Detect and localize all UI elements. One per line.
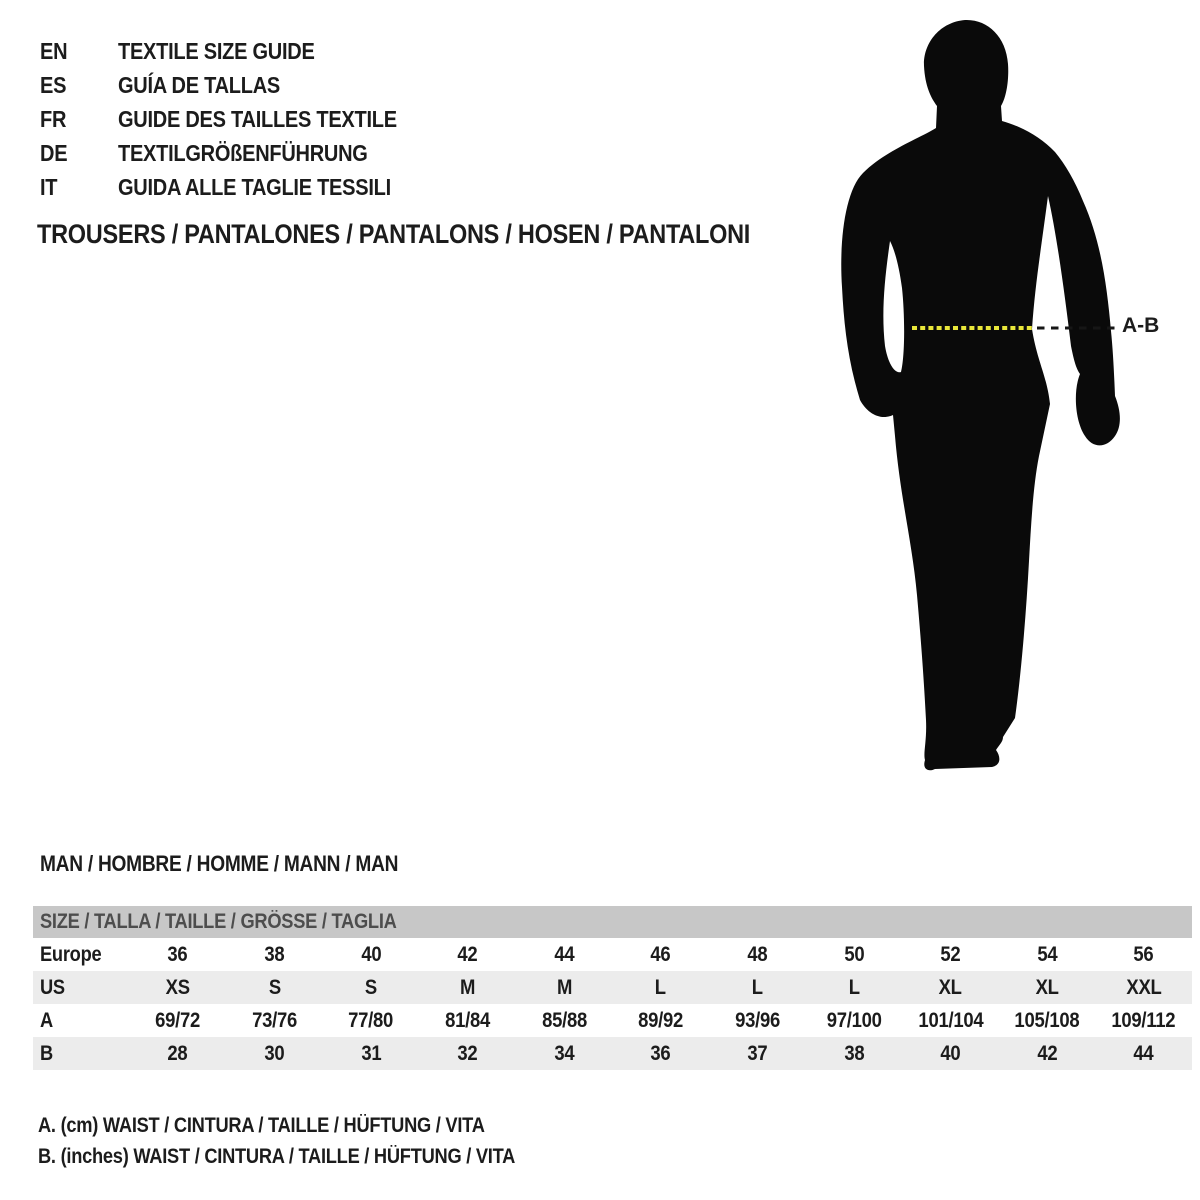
size-value: 73/76	[251, 1008, 297, 1032]
size-value-cell	[999, 1037, 1096, 1070]
size-value: L	[751, 975, 763, 999]
language-title: GUIDE DES TAILLES TEXTILE	[118, 106, 397, 132]
size-value: 38	[843, 1041, 864, 1065]
size-row-label: US	[40, 975, 65, 999]
size-row-label-cell	[33, 971, 130, 1004]
size-row-label-cell	[33, 938, 130, 971]
language-row	[40, 102, 439, 136]
size-table-row-b	[33, 1037, 1192, 1070]
size-value: 52	[940, 942, 961, 966]
size-value: 69/72	[155, 1008, 201, 1032]
size-value-cell	[806, 938, 903, 971]
language-title: TEXTILGRÖßENFÜHRUNG	[118, 140, 368, 166]
size-value-cell	[130, 1037, 227, 1070]
size-value: XXL	[1126, 975, 1162, 999]
size-value-cell	[419, 1004, 516, 1037]
size-value: XL	[1035, 975, 1059, 999]
size-value: L	[848, 975, 860, 999]
size-value: M	[460, 975, 476, 999]
size-value: 81/84	[445, 1008, 491, 1032]
language-code: DE	[40, 140, 68, 166]
size-value-cell	[806, 1004, 903, 1037]
size-value: 46	[650, 942, 671, 966]
language-title: GUÍA DE TALLAS	[118, 72, 280, 98]
size-value: 42	[457, 942, 478, 966]
size-row-label: Europe	[40, 942, 102, 966]
measurement-notes	[38, 1110, 586, 1172]
language-code: EN	[40, 38, 68, 64]
size-value-cell	[516, 1037, 613, 1070]
size-value: 54	[1037, 942, 1058, 966]
language-code: FR	[40, 106, 67, 132]
size-value-cell	[130, 938, 227, 971]
note-line	[38, 1110, 586, 1141]
size-value-cell	[323, 971, 420, 1004]
section-heading	[40, 851, 452, 877]
size-value-cell	[612, 938, 709, 971]
size-value: 89/92	[638, 1008, 684, 1032]
size-value-cell	[130, 971, 227, 1004]
language-title: GUIDA ALLE TAGLIE TESSILI	[118, 174, 391, 200]
size-value: 34	[554, 1041, 575, 1065]
size-value: 85/88	[541, 1008, 587, 1032]
size-value: 105/108	[1014, 1008, 1080, 1032]
man-silhouette-path	[841, 20, 1120, 770]
size-value-cell	[226, 938, 323, 971]
size-value: 93/96	[734, 1008, 780, 1032]
size-value: 97/100	[826, 1008, 882, 1032]
size-value-cell	[516, 1004, 613, 1037]
note-a-text: A. (cm) WAIST / CINTURA / TAILLE / HÜFTUNG / VITA	[38, 1114, 485, 1137]
note-b-text: B. (inches) WAIST / CINTURA / TAILLE / HÜFTUNG / VITA	[38, 1145, 516, 1168]
size-table	[33, 906, 1192, 1070]
language-row	[40, 170, 439, 204]
product-heading	[37, 219, 857, 249]
size-value: L	[655, 975, 667, 999]
size-value: 36	[167, 942, 188, 966]
size-value: 32	[457, 1041, 478, 1065]
size-value-cell	[226, 1037, 323, 1070]
language-title: TEXTILE SIZE GUIDE	[118, 38, 315, 64]
size-value-cell	[516, 971, 613, 1004]
size-value-cell	[902, 1037, 999, 1070]
size-value: 48	[747, 942, 768, 966]
size-value-cell	[999, 938, 1096, 971]
size-value-cell	[612, 1037, 709, 1070]
size-value-cell	[709, 971, 806, 1004]
section-heading-text: MAN / HOMBRE / HOMME / MANN / MAN	[40, 851, 399, 876]
size-row-label: B	[40, 1041, 53, 1065]
size-value: 40	[361, 942, 382, 966]
size-value: 36	[650, 1041, 671, 1065]
size-value-cell	[902, 971, 999, 1004]
size-value-cell	[323, 1037, 420, 1070]
size-table-body	[33, 938, 1192, 1070]
note-line	[38, 1141, 586, 1172]
size-value-cell	[419, 971, 516, 1004]
size-table-head	[33, 906, 1192, 938]
size-value: 38	[264, 942, 285, 966]
size-value: 30	[264, 1041, 285, 1065]
size-value-cell	[999, 1004, 1096, 1037]
man-silhouette	[835, 15, 1125, 775]
size-value: S	[364, 975, 378, 999]
size-table-header-cell	[33, 906, 1192, 938]
size-value-cell	[1095, 938, 1192, 971]
size-value-cell	[1095, 1037, 1192, 1070]
language-row	[40, 68, 439, 102]
size-value: 31	[361, 1041, 382, 1065]
size-value-cell	[419, 1037, 516, 1070]
size-value: 56	[1133, 942, 1154, 966]
size-value-cell	[999, 971, 1096, 1004]
product-heading-text: TROUSERS / PANTALONES / PANTALONS / HOSEN / PANTALONI	[37, 219, 751, 249]
size-value: 42	[1037, 1041, 1058, 1065]
size-table-header-row	[33, 906, 1192, 938]
size-value-cell	[1095, 971, 1192, 1004]
size-value-cell	[323, 1004, 420, 1037]
size-value-cell	[612, 1004, 709, 1037]
waist-measure-label: A-B	[1122, 314, 1160, 337]
size-value-cell	[323, 938, 420, 971]
size-value: M	[556, 975, 572, 999]
size-value-cell	[226, 1004, 323, 1037]
size-value-cell	[902, 938, 999, 971]
size-value: 50	[843, 942, 864, 966]
size-value-cell	[130, 1004, 227, 1037]
size-value: 28	[167, 1041, 188, 1065]
size-row-label-cell	[33, 1037, 130, 1070]
size-value: 109/112	[1111, 1008, 1176, 1032]
size-value-cell	[1095, 1004, 1192, 1037]
size-value-cell	[419, 938, 516, 971]
size-table-header-text: SIZE / TALLA / TAILLE / GRÖSSE / TAGLIA	[40, 910, 397, 933]
size-value: 101/104	[918, 1008, 983, 1032]
size-table-row-europe	[33, 938, 1192, 971]
size-value-cell	[516, 938, 613, 971]
size-value-cell	[709, 938, 806, 971]
language-code: IT	[40, 174, 58, 200]
size-value: 40	[940, 1041, 961, 1065]
size-value-cell	[612, 971, 709, 1004]
size-value: 44	[1133, 1041, 1154, 1065]
language-code: ES	[40, 72, 67, 98]
size-value: 44	[554, 942, 575, 966]
language-row	[40, 34, 439, 68]
language-list	[40, 34, 439, 204]
size-value-cell	[226, 971, 323, 1004]
size-value-cell	[902, 1004, 999, 1037]
size-value-cell	[709, 1037, 806, 1070]
size-value: XL	[938, 975, 963, 999]
language-row	[40, 136, 439, 170]
size-value: S	[268, 975, 281, 999]
size-value-cell	[806, 1037, 903, 1070]
size-value: 77/80	[348, 1008, 394, 1032]
size-row-label: A	[40, 1008, 53, 1032]
size-value-cell	[709, 1004, 806, 1037]
size-table-row-a	[33, 1004, 1192, 1037]
size-table-row-us	[33, 971, 1192, 1004]
size-value: 37	[747, 1041, 768, 1065]
size-value: XS	[165, 975, 190, 999]
size-value-cell	[806, 971, 903, 1004]
size-row-label-cell	[33, 1004, 130, 1037]
